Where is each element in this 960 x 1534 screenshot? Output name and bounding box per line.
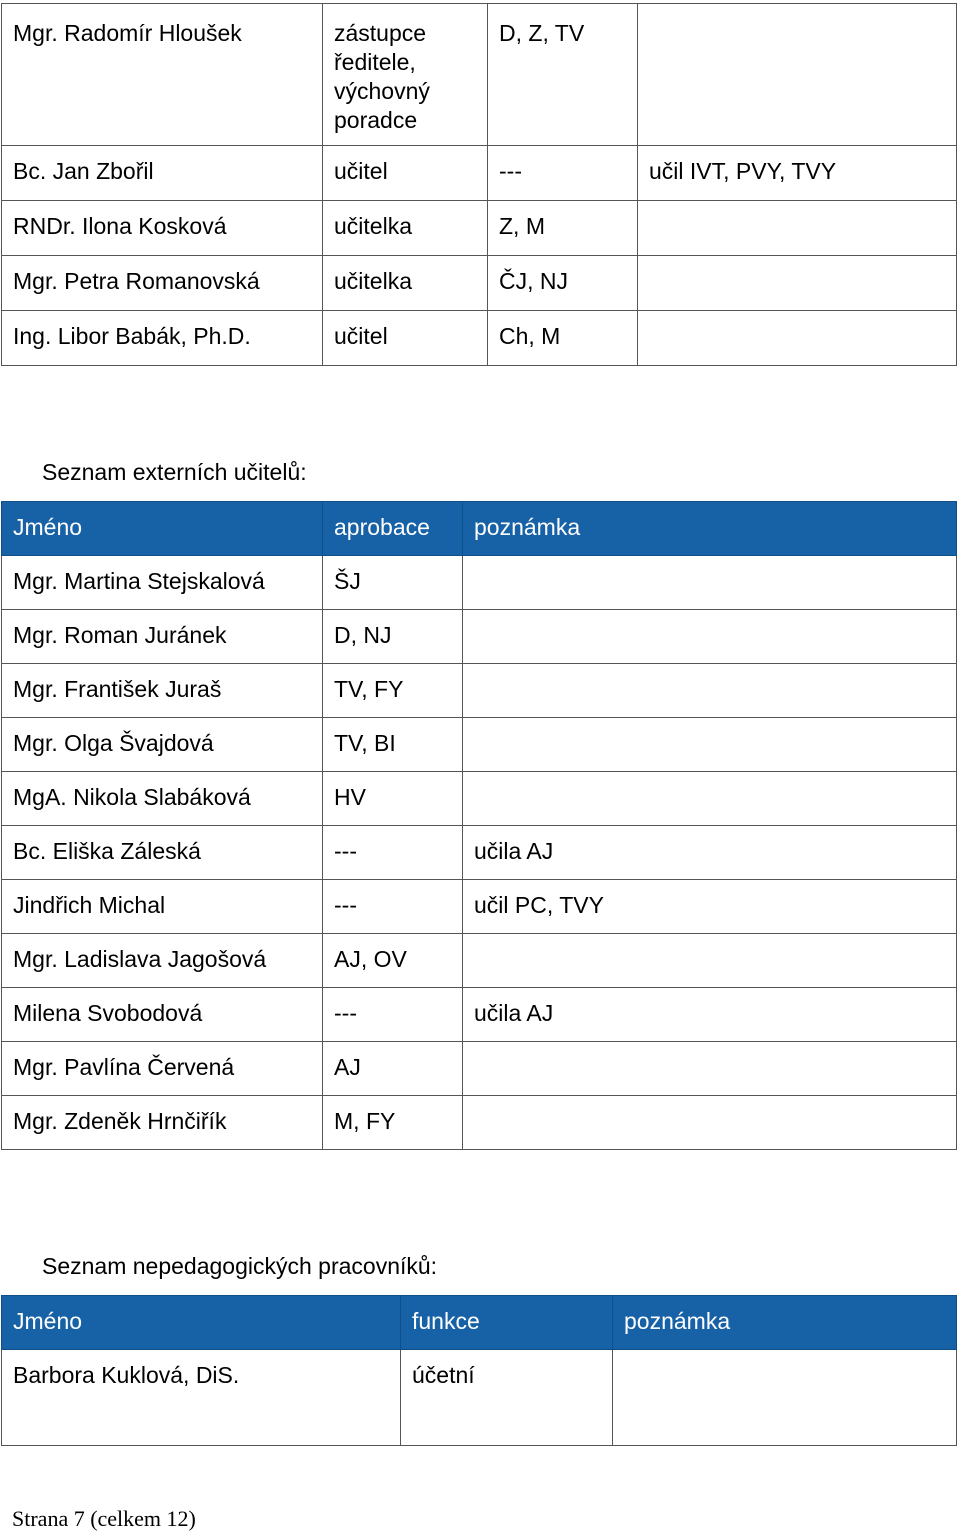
teacher-subjects: --- (323, 826, 463, 880)
staff-role: učitelka (323, 256, 488, 311)
table-row (2, 4, 957, 146)
employee-note (613, 1350, 957, 1446)
teacher-note (463, 1042, 957, 1096)
teacher-note (463, 556, 957, 610)
table-row (2, 718, 957, 772)
staff-subjects: Ch, M (488, 311, 638, 366)
staff-subjects: ČJ, NJ (488, 256, 638, 311)
staff-name: Bc. Jan Zbořil (2, 146, 323, 201)
page-number: Strana 7 (celkem 12) (12, 1506, 196, 1531)
teacher-name: Mgr. Zdeněk Hrnčiřík (2, 1096, 323, 1150)
staff-table (1, 3, 957, 366)
employee-function: účetní (401, 1350, 613, 1446)
staff-name: RNDr. Ilona Kosková (2, 201, 323, 256)
teacher-note (463, 772, 957, 826)
staff-note: učil IVT, PVY, TVY (638, 146, 957, 201)
staff-name: Mgr. Petra Romanovská (2, 256, 323, 311)
column-header-note: poznámka (613, 1296, 957, 1350)
column-header-function: funkce (401, 1296, 613, 1350)
teacher-name: Bc. Eliška Záleská (2, 826, 323, 880)
table-header-row (2, 502, 957, 556)
table-row (2, 934, 957, 988)
teacher-subjects: TV, BI (323, 718, 463, 772)
teacher-subjects: AJ (323, 1042, 463, 1096)
nonteaching-staff-title: Seznam nepedagogických pracovníků: (42, 1253, 438, 1279)
teacher-note (463, 934, 957, 988)
staff-note (638, 4, 957, 146)
table-row (2, 880, 957, 934)
staff-name: Ing. Libor Babák, Ph.D. (2, 311, 323, 366)
table-header-row (2, 1296, 957, 1350)
teacher-subjects: TV, FY (323, 664, 463, 718)
teacher-name: MgA. Nikola Slabáková (2, 772, 323, 826)
table-row (2, 772, 957, 826)
table-row (2, 556, 957, 610)
staff-note (638, 201, 957, 256)
teacher-note (463, 664, 957, 718)
table-row (2, 826, 957, 880)
staff-note (638, 311, 957, 366)
external-teachers-table (1, 501, 957, 1150)
table-row (2, 256, 957, 311)
teacher-subjects: AJ, OV (323, 934, 463, 988)
staff-name: Mgr. Radomír Hloušek (2, 4, 323, 146)
table-row (2, 1042, 957, 1096)
staff-role: učitelka (323, 201, 488, 256)
employee-name: Barbora Kuklová, DiS. (2, 1350, 401, 1446)
teacher-name: Jindřich Michal (2, 880, 323, 934)
teacher-name: Mgr. František Juraš (2, 664, 323, 718)
table-row (2, 311, 957, 366)
table-row (2, 664, 957, 718)
teacher-name: Mgr. Olga Švajdová (2, 718, 323, 772)
teacher-note (463, 718, 957, 772)
teacher-note: učil PC, TVY (463, 880, 957, 934)
staff-subjects: --- (488, 146, 638, 201)
teacher-subjects: D, NJ (323, 610, 463, 664)
teacher-name: Mgr. Roman Juránek (2, 610, 323, 664)
teacher-name: Milena Svobodová (2, 988, 323, 1042)
table-row (2, 988, 957, 1042)
teacher-name: Mgr. Martina Stejskalová (2, 556, 323, 610)
teacher-subjects: ŠJ (323, 556, 463, 610)
table-row (2, 146, 957, 201)
nonteaching-staff-table (1, 1295, 957, 1446)
teacher-subjects: --- (323, 988, 463, 1042)
teacher-subjects: --- (323, 880, 463, 934)
teacher-note: učila AJ (463, 988, 957, 1042)
staff-role: učitel (323, 311, 488, 366)
table-row (2, 1096, 957, 1150)
column-header-name: Jméno (2, 502, 323, 556)
teacher-note: učila AJ (463, 826, 957, 880)
external-teachers-title: Seznam externích učitelů: (42, 459, 307, 485)
table-row (2, 610, 957, 664)
staff-role: zástupce ředitele, výchovný poradce (323, 4, 488, 146)
column-header-name: Jméno (2, 1296, 401, 1350)
column-header-subjects: aprobace (323, 502, 463, 556)
staff-role: učitel (323, 146, 488, 201)
teacher-note (463, 1096, 957, 1150)
staff-subjects: Z, M (488, 201, 638, 256)
teacher-subjects: HV (323, 772, 463, 826)
column-header-note: poznámka (463, 502, 957, 556)
teacher-note (463, 610, 957, 664)
staff-note (638, 256, 957, 311)
table-row (2, 1350, 957, 1446)
teacher-subjects: M, FY (323, 1096, 463, 1150)
table-row (2, 201, 957, 256)
teacher-name: Mgr. Ladislava Jagošová (2, 934, 323, 988)
teacher-name: Mgr. Pavlína Červená (2, 1042, 323, 1096)
staff-subjects: D, Z, TV (488, 4, 638, 146)
